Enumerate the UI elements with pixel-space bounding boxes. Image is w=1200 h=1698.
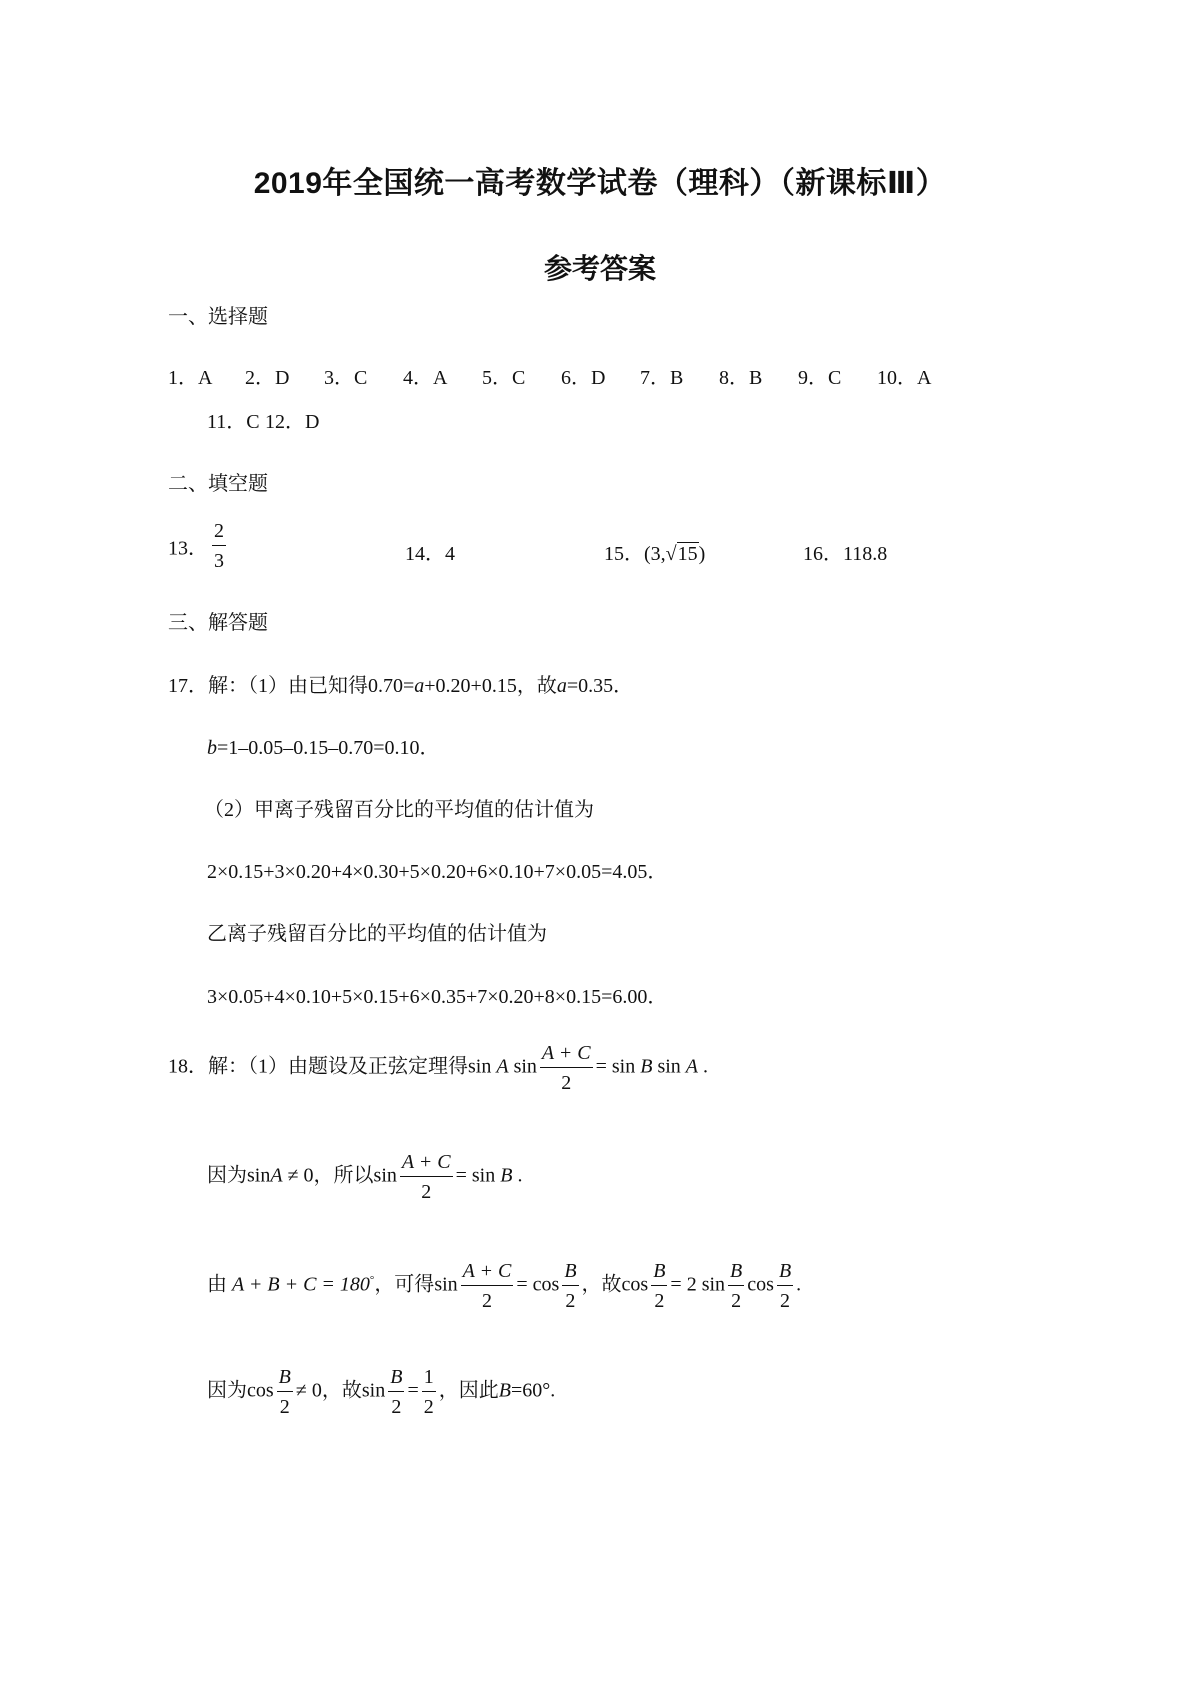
angle-sum: A + B + C = 180 [232,1273,370,1296]
period: . [796,1273,802,1296]
answer-11: 11．C [207,411,260,433]
q17-part1-mid: +0.20+0.15，故 [424,675,557,697]
var-A: A [270,1164,283,1187]
q17-calc1: 2×0.15+3×0.20+4×0.30+5×0.20+6×0.10+7×0.05=4.05． [207,861,668,883]
period: . [703,1055,709,1078]
section-heading-choice: 一、选择题 [168,306,268,328]
degree: ° [369,1273,375,1286]
q17-part2-heading: （2）甲离子残留百分比的平均值的估计值为 [204,799,594,821]
not-equal-zero: ≠ 0，所以 [287,1164,374,1187]
answer-8: 8．B [719,367,763,389]
q15-close: ) [698,543,706,565]
frac-den: 2 [421,1181,432,1203]
q17-calc2: 3×0.05+4×0.10+5×0.15+6×0.35+7×0.20+8×0.15=6.00． [207,986,668,1008]
page-subtitle: 参考答案 [543,253,656,284]
q18-line3-text: 由 [207,1273,227,1296]
q18-line2 [207,1152,522,1202]
q18-jie: 解： [208,1055,248,1078]
var-a: a [414,675,425,697]
q18-line4-text: 因为 [207,1379,247,1402]
period: . [517,1164,523,1187]
frac-num: B [562,1261,578,1286]
sin: sin [513,1055,537,1078]
frac-num: 1 [422,1367,436,1392]
sin: sin [468,1055,492,1078]
cos: cos [247,1379,274,1402]
frac-num: B [651,1261,667,1286]
q17-line2-text: =1–0.05–0.15–0.70=0.10． [217,737,440,759]
answer-3: 3．C [324,367,368,389]
var-b: b [207,737,217,759]
answer-6: 6．D [561,367,606,389]
q18-line2-text: 因为sin [207,1164,271,1187]
frac-num: B [728,1261,744,1286]
section-heading-solution: 三、解答题 [168,612,268,634]
frac-den: 2 [423,1396,434,1418]
fill-answer-13 [168,521,229,571]
q17-part2-heading2: 乙离子残留百分比的平均值的估计值为 [207,923,547,945]
q18-line4 [207,1367,555,1417]
answer-1: 1．A [168,367,213,389]
sin: sin [657,1055,681,1078]
q18-line4-end: ，因此 [438,1379,499,1402]
frac-num: A + C [461,1261,514,1286]
equals: = [407,1379,419,1402]
q15-open: (3, [644,543,666,565]
q17-label: 17． [168,675,208,697]
page-title: 2019年全国统一高考数学试卷（理科）（新课标Ⅲ） [253,167,947,200]
q13-denominator: 3 [214,550,224,572]
answer-12: 12．D [265,411,320,433]
frac-num: B [277,1367,293,1392]
var-a: a [556,675,567,697]
b-value: =60°. [510,1379,556,1402]
var-B: B [640,1055,653,1078]
q15-label: 15． [604,543,644,565]
sqrt-symbol: √ [665,543,677,565]
q13-numerator: 2 [212,521,226,546]
answer-10: 10．A [877,367,932,389]
comma: ， [581,1273,602,1296]
frac-num: B [388,1367,404,1392]
sin: sin [373,1164,397,1187]
frac-num: B [777,1261,793,1286]
answer-4: 4．A [403,367,448,389]
sin: sin [361,1379,386,1402]
q18-label: 18． [168,1055,208,1078]
q17-jie: 解： [208,675,248,697]
q15-radicand: 15 [677,543,698,565]
answer-2: 2．D [245,367,290,389]
q17-part1-end: =0.35． [566,675,634,697]
var-A: A [685,1055,699,1078]
q18-line3-gu: 故 [601,1273,622,1296]
equals-two: = 2 [670,1273,697,1296]
q13-label: 13． [168,537,208,560]
answer-7: 7．B [640,367,684,389]
cos: cos [747,1273,774,1296]
q17-line2 [207,731,440,760]
section-heading-fill: 二、填空题 [168,473,268,495]
q17-part1-text: （1）由已知得0.70= [248,675,415,697]
q18-line3 [207,1261,801,1311]
q16-label: 16． [803,543,843,565]
answer-5: 5．C [482,367,526,389]
q14-label: 14． [405,543,445,565]
fill-answer-15 [604,537,705,566]
frac-den: 2 [391,1396,402,1418]
sin: sin [434,1273,458,1296]
q16-value: 118.8 [843,543,888,565]
frac-den: 2 [482,1290,492,1312]
frac-den: 2 [565,1290,576,1312]
q14-value: 4 [445,543,455,565]
not-equal-zero: ≠ 0， [295,1379,342,1402]
q18-line3-kede: ，可得 [374,1273,435,1296]
cos: cos [621,1273,649,1296]
equals: = [516,1273,528,1296]
answer-9: 9．C [798,367,842,389]
frac-den: 2 [561,1072,572,1094]
frac-num: A + C [400,1152,453,1177]
frac-den: 2 [731,1290,742,1312]
frac-den: 2 [654,1290,665,1312]
cos: cos [532,1273,560,1296]
equals: = [455,1164,467,1187]
sin: sin [701,1273,726,1296]
q18-line1-text: （1）由题设及正弦定理得 [248,1055,468,1078]
q18-line1 [168,1043,708,1093]
fill-answer-14 [405,537,455,566]
frac-den: 2 [780,1290,791,1312]
choice-answers-row1 [168,361,973,390]
frac-num: A + C [540,1043,593,1068]
sin: sin [471,1164,496,1187]
var-B: B [500,1164,513,1187]
frac-den: 2 [279,1396,290,1418]
q18-line4-gu: 故 [341,1379,362,1402]
sin: sin [611,1055,636,1078]
var-B: B [498,1379,511,1402]
choice-answers-row2 [207,405,319,434]
q17-line1 [168,669,633,698]
var-A: A [496,1055,509,1078]
equals: = [595,1055,607,1078]
fill-answer-16 [803,537,887,566]
